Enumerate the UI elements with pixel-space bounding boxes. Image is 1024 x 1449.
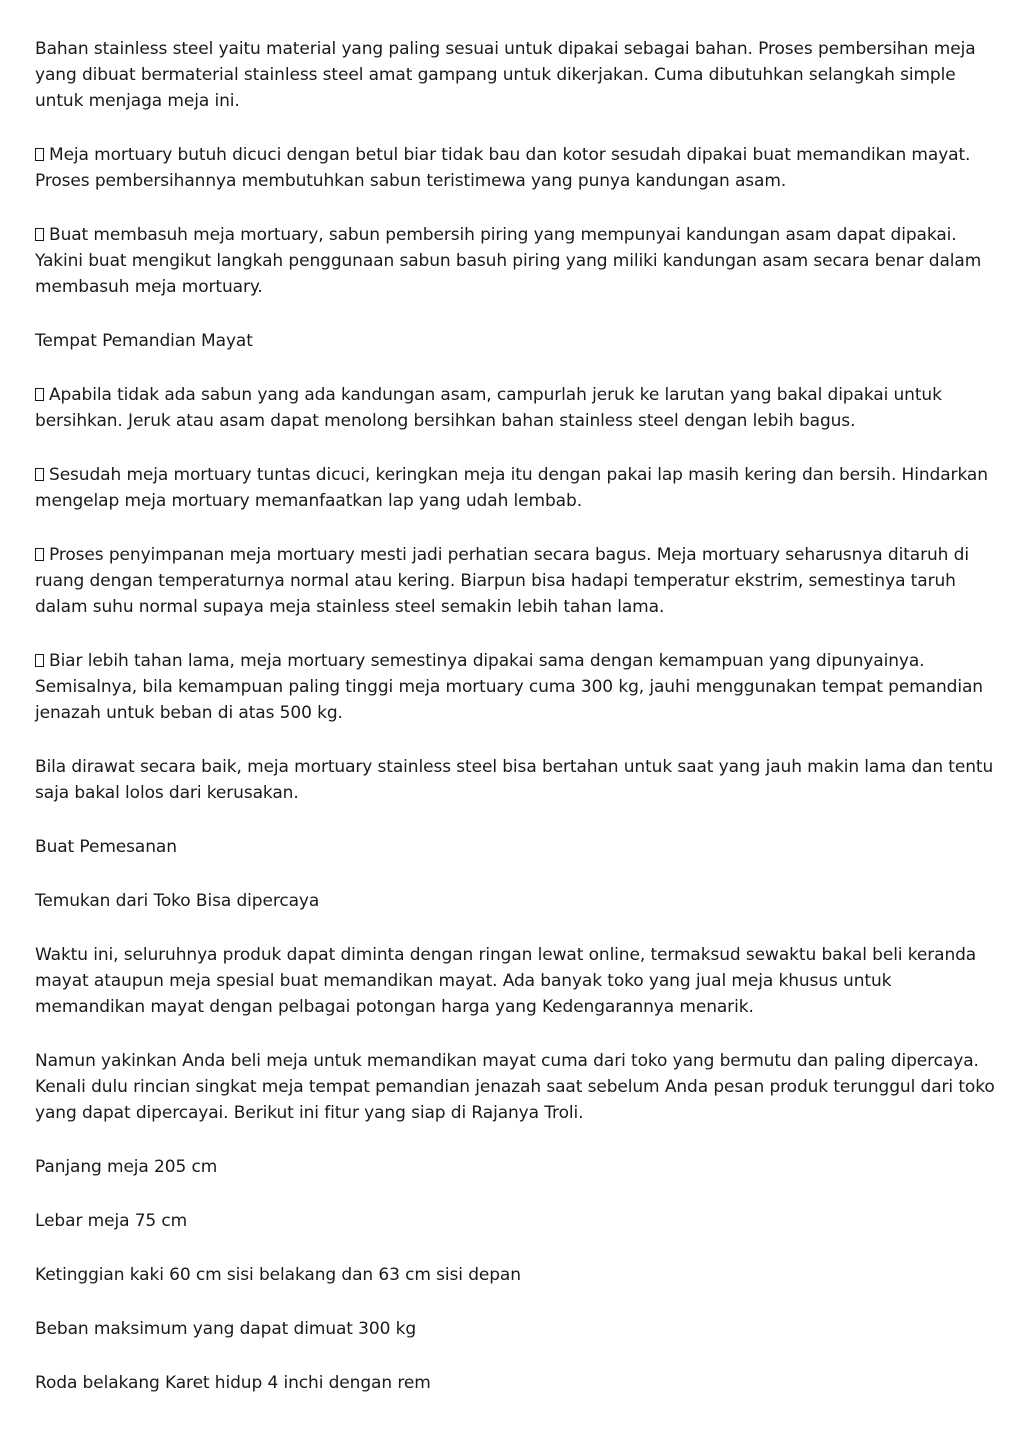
paragraph-text: Sesudah meja mortuary tuntas dicuci, keringkan meja itu dengan pakai lap masih kering dan bersih. Hindarkan mengelap meja mortuary memanfaatkan lap yang udah lembab. xyxy=(35,465,988,511)
paragraph-text: Namun yakinkan Anda beli meja untuk memandikan mayat cuma dari toko yang bermutu dan paling dipercaya. Kenali dulu rincian singkat meja tempat pemandian jenazah saat sebelum Anda pesan produk terunggul dari toko yang dapat dipercayai. Berikut ini fitur yang siap di Rajanya Troli. xyxy=(35,1051,995,1123)
paragraph-text: Buat membasuh meja mortuary, sabun pembersih piring yang mempunyai kandungan asam dapat dipakai. Yakini buat mengikut langkah penggunaan sabun basuh piring yang miliki kandungan asam secara benar dalam membasuh meja mortuary. xyxy=(35,225,982,297)
bullet-paragraph xyxy=(35,382,995,434)
missing-glyph-bullet-icon xyxy=(35,468,44,481)
missing-glyph-bullet-icon xyxy=(35,548,44,561)
paragraph-text: Lebar meja 75 cm xyxy=(35,1211,188,1231)
paragraph-text: Apabila tidak ada sabun yang ada kandungan asam, campurlah jeruk ke larutan yang bakal dipakai untuk bersihkan. Jeruk atau asam dapat menolong bersihkan bahan stainless steel dengan lebih bagus. xyxy=(35,385,942,431)
paragraph-text: Ketinggian kaki 60 cm sisi belakang dan 63 cm sisi depan xyxy=(35,1265,521,1285)
paragraph-text: Meja mortuary butuh dicuci dengan betul biar tidak bau dan kotor sesudah dipakai buat memandikan mayat. Proses pembersihannya membutuhkan sabun teristimewa yang punya kandungan asam. xyxy=(35,145,971,191)
paragraph-text: Waktu ini, seluruhnya produk dapat diminta dengan ringan lewat online, termaksud sewaktu bakal beli keranda mayat ataupun meja spesial buat memandikan mayat. Ada banyak toko yang jual meja khusus untuk memandikan mayat dengan pelbagai potongan harga yang Kedengarannya menarik. xyxy=(35,945,977,1017)
section-heading xyxy=(35,834,995,860)
paragraph-text: Temukan dari Toko Bisa dipercaya xyxy=(35,891,320,911)
paragraph-text: Buat Pemesanan xyxy=(35,837,177,857)
bullet-paragraph xyxy=(35,542,995,620)
paragraph-text: Bila dirawat secara baik, meja mortuary stainless steel bisa bertahan untuk saat yang jauh makin lama dan tentu saja bakal lolos dari kerusakan. xyxy=(35,757,994,803)
paragraph-text: Roda belakang Karet hidup 4 inchi dengan rem xyxy=(35,1373,431,1393)
bullet-paragraph xyxy=(35,648,995,726)
bullet-paragraph xyxy=(35,142,995,194)
missing-glyph-bullet-icon xyxy=(35,654,44,667)
bullet-paragraph xyxy=(35,462,995,514)
bullet-paragraph xyxy=(35,222,995,300)
paragraph-text: Tempat Pemandian Mayat xyxy=(35,331,253,351)
spec-line xyxy=(35,1316,995,1342)
section-heading xyxy=(35,328,995,354)
paragraph-text: Bahan stainless steel yaitu material yang paling sesuai untuk dipakai sebagai bahan. Proses pembersihan meja yang dibuat bermaterial stainless steel amat gampang untuk dikerjakan. Cuma dibutuhkan selangkah simple untuk menjaga meja ini. xyxy=(35,39,976,111)
section-heading xyxy=(35,888,995,914)
missing-glyph-bullet-icon xyxy=(35,148,44,161)
paragraph-text: Beban maksimum yang dapat dimuat 300 kg xyxy=(35,1319,417,1339)
spec-line xyxy=(35,1208,995,1234)
spec-line xyxy=(35,1262,995,1288)
paragraph-text: Proses penyimpanan meja mortuary mesti jadi perhatian secara bagus. Meja mortuary seharusnya ditaruh di ruang dengan temperaturnya normal atau kering. Biarpun bisa hadapi temperatur ekstrim, semestinya taruh dalam suhu normal supaya meja stainless steel semakin lebih tahan lama. xyxy=(35,545,969,617)
spec-line xyxy=(35,1370,995,1396)
missing-glyph-bullet-icon xyxy=(35,388,44,401)
paragraph xyxy=(35,942,995,1020)
missing-glyph-bullet-icon xyxy=(35,228,44,241)
paragraph-text: Panjang meja 205 cm xyxy=(35,1157,218,1177)
paragraph xyxy=(35,36,995,114)
paragraph xyxy=(35,1048,995,1126)
paragraph xyxy=(35,754,995,806)
spec-line xyxy=(35,1154,995,1180)
document-body xyxy=(35,36,995,1424)
paragraph-text: Biar lebih tahan lama, meja mortuary semestinya dipakai sama dengan kemampuan yang dipunyainya. Semisalnya, bila kemampuan paling tinggi meja mortuary cuma 300 kg, jauhi menggunakan tempat pemandian jenazah untuk beban di atas 500 kg. xyxy=(35,651,983,723)
